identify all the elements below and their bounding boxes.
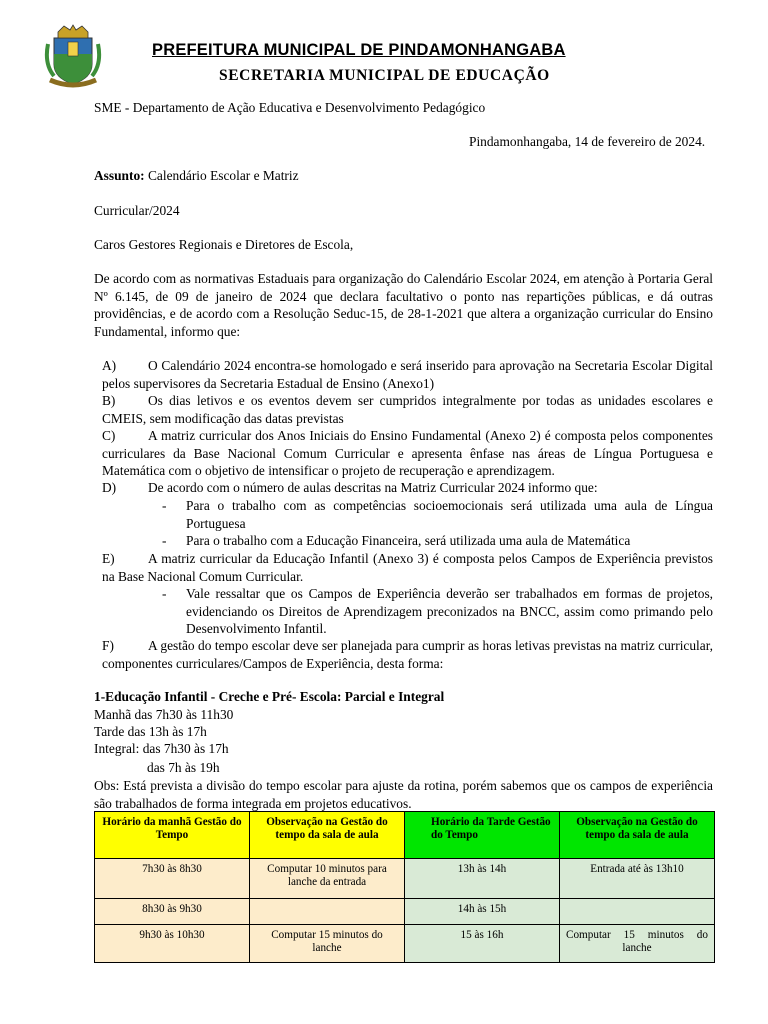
- item-f-text: A gestão do tempo escolar deve ser planejada para cumprir as horas letivas previstas na matriz curricular, componentes curriculares/Campos de Experiência, desta forma:: [102, 638, 713, 671]
- header-title: PREFEITURA MUNICIPAL DE PINDAMONHANGABA: [152, 41, 566, 59]
- schedule-observation: Obs: Está prevista a divisão do tempo escolar para ajuste da rotina, porém sabemos que os campos de experiência são trabalhados de forma integrada em projetos educativos.: [94, 778, 713, 811]
- item-a-label: A): [102, 358, 117, 373]
- bullet-marker: -: [162, 533, 167, 548]
- header-morning-observation: Observação na Gestão do tempo da sala de aula: [250, 812, 405, 859]
- schedule-line-extended: das 7h às 19h: [147, 760, 220, 775]
- section-1-heading: 1-Educação Infantil - Creche e Pré- Escola: Parcial e Integral: [94, 689, 445, 704]
- intro-paragraph: De acordo com as normativas Estaduais para organização do Calendário Escolar 2024, em atenção à Portaria Geral Nº 6.145, de 09 de janeiro de 2024 que declara facultativo o ponto nas repartições públicas, e dá outras providências, e de acordo com a Resolução Seduc-15, de 28-1-2021 que altera a organização curricular do Ensino Fundamental, informo que:: [94, 271, 713, 339]
- item-a-text: O Calendário 2024 encontra-se homologado e será inserido para aprovação na Secretaria Escolar Digital pelos supervisores da Secretaria Estadual de Ensino (Anexo1): [102, 358, 713, 391]
- greeting: Caros Gestores Regionais e Diretores de Escola,: [94, 237, 354, 252]
- item-e-text: A matriz curricular da Educação Infantil (Anexo 3) é composta pelos Campos de Experiência previstos na Base Nacional Comum Curricular.: [102, 551, 713, 584]
- subject-text: Calendário Escolar e Matriz: [147, 168, 299, 183]
- item-c-label: C): [102, 428, 116, 443]
- table-header-row: [95, 812, 715, 859]
- bullet-d-2: Para o trabalho com a Educação Financeira, será utilizada uma aula de Matemática: [186, 533, 631, 548]
- bullet-d-1: Para o trabalho com as competências socioemocionais será utilizada uma aula de Língua Portuguesa: [186, 498, 713, 531]
- header-morning-time: Horário da manhã Gestão do Tempo: [95, 812, 250, 859]
- table-row: [95, 925, 715, 963]
- table-cell: Computar 10 minutos para lanche da entrada: [250, 859, 405, 899]
- table-cell: Computar 15 minutos do lanche: [560, 925, 715, 963]
- subject-continuation: Curricular/2024: [94, 203, 180, 218]
- item-f-label: F): [102, 638, 114, 653]
- bullet-e-1: Vale ressaltar que os Campos de Experiência deverão ser trabalhados em formas de projetos, evidenciando os Direitos de Aprendizagem preconizados na BNCC, assim como primando pelo Desenvolvimento Infantil.: [186, 586, 713, 637]
- table-cell: 7h30 às 8h30: [95, 859, 250, 899]
- item-d-label: D): [102, 480, 117, 495]
- table-cell: [560, 899, 715, 925]
- item-e-label: E): [102, 551, 115, 566]
- table-cell: [250, 899, 405, 925]
- header-afternoon-observation: Observação na Gestão do tempo da sala de aula: [560, 812, 715, 859]
- bullet-marker: -: [162, 586, 167, 601]
- table-cell: 13h às 14h: [405, 859, 560, 899]
- item-c-text: A matriz curricular dos Anos Iniciais do Ensino Fundamental (Anexo 2) é composta pelos componentes curriculares da Base Nacional Comum Curricular e apresenta ênfase nas áreas de Língua Portuguesa e Matemática com o objetivo de intensificar o projeto de recuperação e aprendizagem.: [102, 428, 713, 479]
- table-cell: 9h30 às 10h30: [95, 925, 250, 963]
- municipal-crest-logo: [44, 24, 102, 90]
- schedule-line-morning: Manhã das 7h30 às 11h30: [94, 707, 234, 722]
- bullet-marker: -: [162, 498, 167, 513]
- header-subtitle: SECRETARIA MUNICIPAL DE EDUCAÇÃO: [219, 67, 550, 84]
- item-b-text: Os dias letivos e os eventos devem ser cumpridos integralmente por todas as unidades escolares e CMEIS, sem modificação das datas previstas: [102, 393, 713, 426]
- schedule-line-afternoon: Tarde das 13h às 17h: [94, 724, 207, 739]
- time-management-table: [94, 811, 715, 963]
- item-d-text: De acordo com o número de aulas descritas na Matriz Curricular 2024 informo que:: [148, 480, 598, 495]
- table-cell: 15 às 16h: [405, 925, 560, 963]
- department-line: SME - Departamento de Ação Educativa e Desenvolvimento Pedagógico: [94, 100, 486, 115]
- item-b-label: B): [102, 393, 116, 408]
- letter-date: Pindamonhangaba, 14 de fevereiro de 2024.: [469, 134, 706, 149]
- schedule-line-integral: Integral: das 7h30 às 17h: [94, 741, 229, 756]
- header-afternoon-time: Horário da Tarde Gestão do Tempo: [405, 812, 560, 859]
- table-cell: Computar 15 minutos do lanche: [250, 925, 405, 963]
- table-row: [95, 859, 715, 899]
- subject-line: [94, 167, 299, 184]
- table-row: [95, 899, 715, 925]
- table-cell: 8h30 às 9h30: [95, 899, 250, 925]
- table-cell: 14h às 15h: [405, 899, 560, 925]
- table-cell: Entrada até às 13h10: [560, 859, 715, 899]
- subject-label: Assunto:: [94, 168, 145, 183]
